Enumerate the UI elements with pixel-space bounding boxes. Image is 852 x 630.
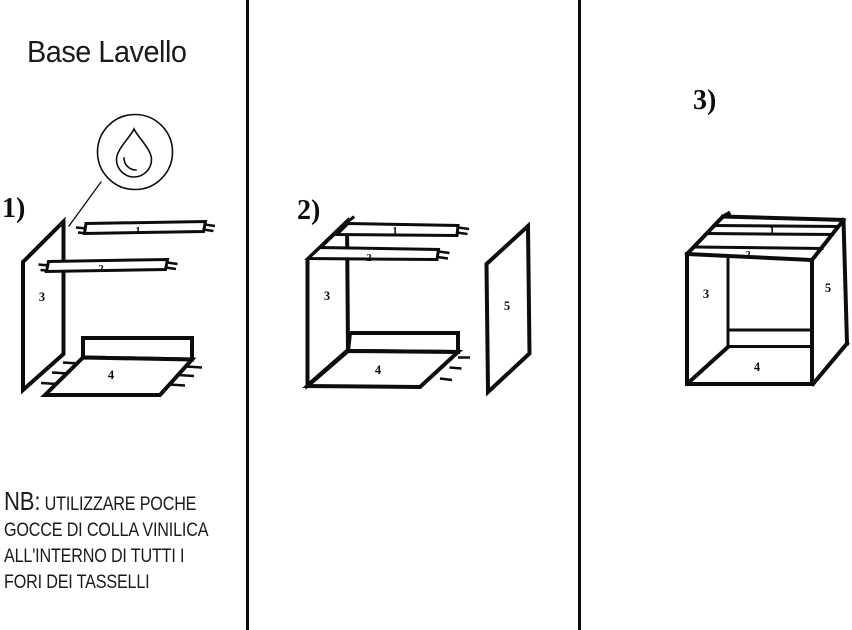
- step-2-diagram: [280, 195, 580, 405]
- part-label-3: 3: [702, 287, 710, 301]
- rail-1-shape: [85, 222, 206, 234]
- rail-1: [337, 224, 469, 238]
- rail-2-shape: [308, 248, 439, 260]
- part-label-1: 1: [135, 225, 141, 237]
- part-label-2: 2: [98, 263, 104, 275]
- bottom-left-diagonal: [688, 347, 729, 384]
- step-3-diagram: [660, 200, 852, 400]
- step-3-label: 3): [693, 85, 717, 116]
- glue-drop-callout: [69, 115, 173, 227]
- part-label-2: 2: [366, 252, 372, 264]
- part-label-4: 4: [374, 363, 382, 377]
- side-panel-5: [487, 226, 530, 392]
- rail-1: [76, 222, 215, 238]
- note-line-3: ALL'INTERNO DI TUTTI I: [4, 546, 185, 567]
- assembled-cabinet: [687, 214, 847, 385]
- part-label-2: 2: [745, 249, 751, 261]
- callout-leader-line: [69, 182, 101, 226]
- note-prefix: NB:: [4, 486, 41, 516]
- note-line-2: GOCCE DI COLLA VINILICA: [4, 520, 209, 541]
- part-label-4: 4: [107, 368, 115, 382]
- glue-note: [4, 488, 259, 596]
- step-2-label: 2): [297, 195, 321, 226]
- part-label-5: 5: [824, 281, 832, 295]
- rail-1-front-line: [714, 226, 838, 227]
- part-label-3: 3: [38, 290, 46, 304]
- step-1-diagram: [0, 105, 247, 415]
- note-line-1-text: UTILIZZARE POCHE: [44, 494, 197, 515]
- side-panel-3-shape: [23, 222, 64, 391]
- callout-circle: [98, 115, 173, 190]
- part-label-1: 1: [392, 225, 398, 237]
- back-right-edge: [844, 220, 848, 344]
- rail-2: [39, 260, 178, 276]
- rail-2-shape: [47, 260, 168, 272]
- rail-2-line: [695, 247, 823, 249]
- part-label-1: 1: [769, 224, 775, 237]
- glue-drop-highlight: [124, 158, 136, 170]
- step-1-label: 1): [2, 193, 26, 224]
- note-line-4: FORI DEI TASSELLI: [4, 572, 150, 593]
- part-label-5: 5: [503, 299, 511, 313]
- side-panel-3: [23, 222, 64, 391]
- part-label-3: 3: [323, 289, 331, 303]
- note-line-1: [4, 488, 259, 518]
- page-title: Base Lavello: [27, 34, 187, 69]
- bottom-right-diagonal: [813, 344, 847, 385]
- part-label-4: 4: [753, 360, 761, 374]
- back-top-edge: [723, 217, 844, 221]
